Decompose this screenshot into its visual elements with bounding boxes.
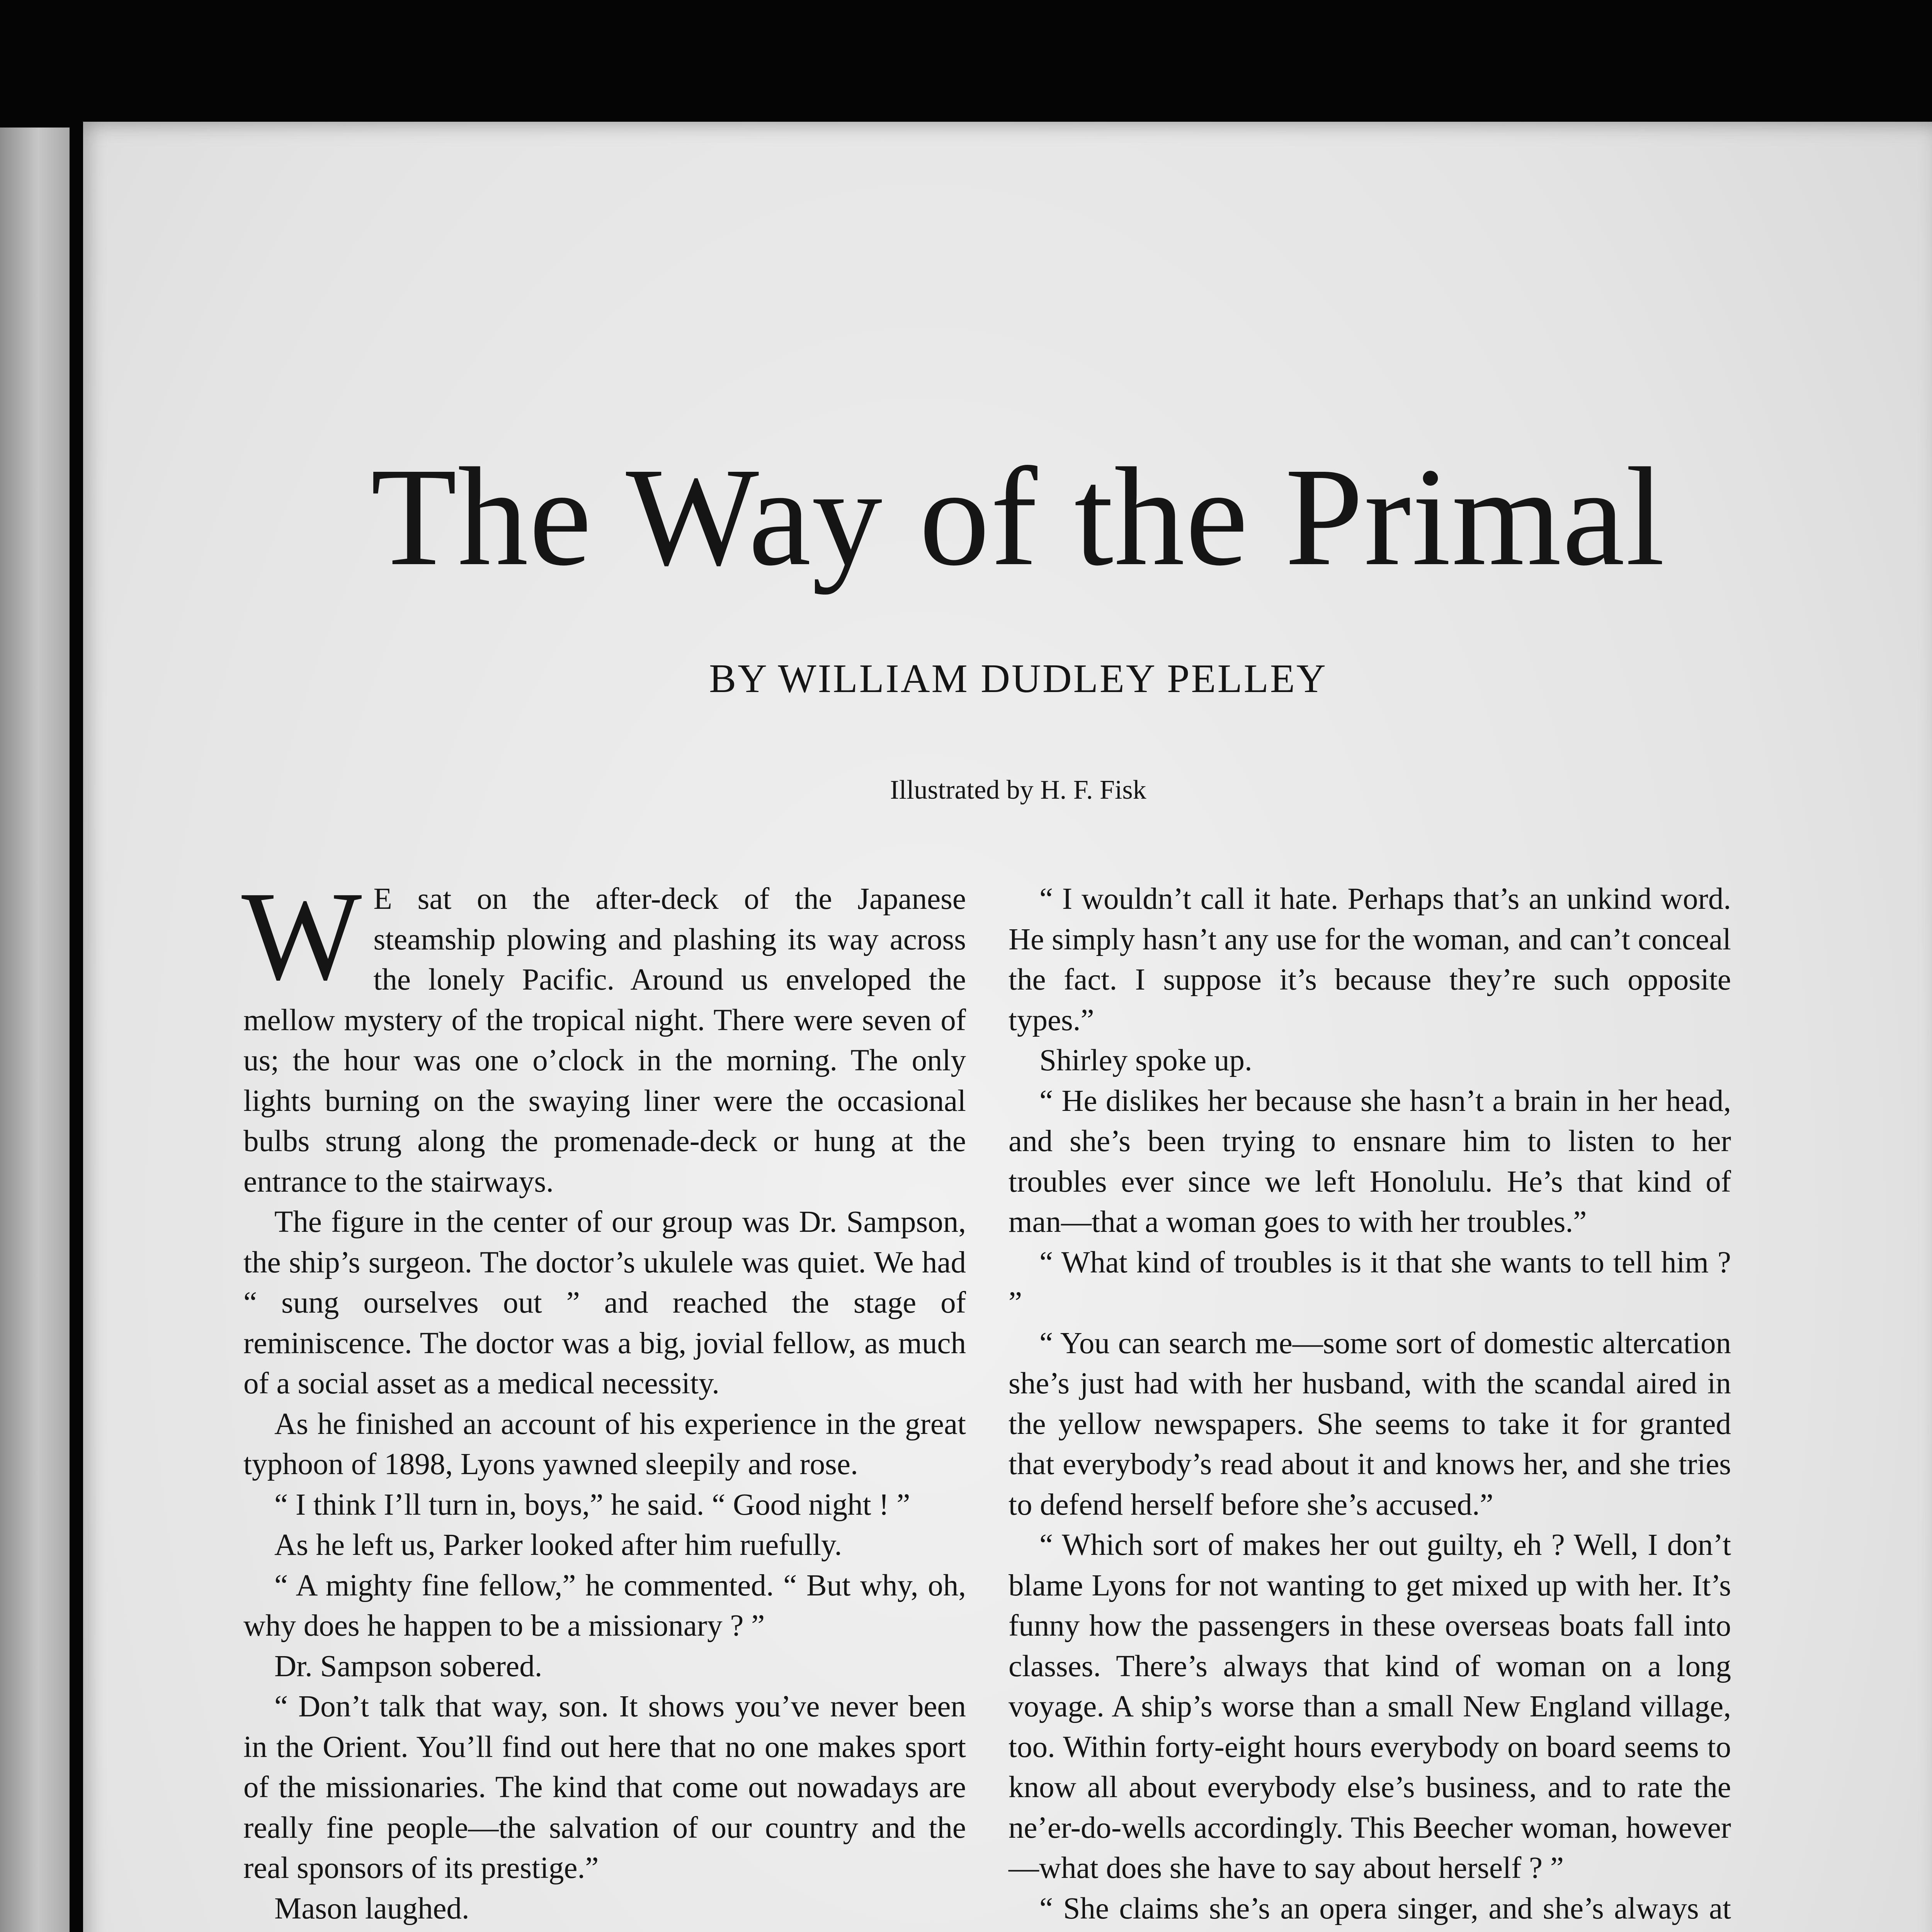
illustrator-credit: Illustrated by H. F. Fisk	[890, 775, 1146, 805]
paragraph: The figure in the center of our group was Dr. Sampson, the ship’s surgeon. The doctor’s ukulele was quiet. We had “ sung ourselves out ” and reached the stage of reminiscence. The doctor was a big, jovial fellow, as much of a social asset as a medical necessity.	[243, 1205, 966, 1400]
paragraph	[243, 1929, 966, 1932]
paragraph: As he finished an account of his experience in the great typhoon of 1898, Lyons yawned sleepily and rose.	[243, 1407, 966, 1481]
story-title: The Way of the Primal	[371, 439, 1666, 595]
byline: BY WILLIAM DUDLEY PELLEY	[709, 656, 1327, 701]
paragraph: “ Don’t talk that way, son. It shows you’ve never been in the Orient. You’ll find out here that no one makes sport of the missionaries. The kind that come out nowadays are really fine people—the salvation of our country and the real sponsors of its prestige.”	[243, 1690, 966, 1885]
left-text-column	[242, 866, 966, 1932]
paragraph: “ She claims she’s an opera singer, and she’s always at	[1039, 1891, 1731, 1925]
adjacent-page-edge	[0, 128, 70, 1932]
paragraph: W E sat on the after-deck of the Japanese steamship plowing and plashing its way across the lonely Pacific. Around us enveloped the mellow mystery of the tropical night. There were seven of us; the hour was one o’clock in the morning. The only lights burning on the swaying liner were the occasional bulbs strung along the promenade-deck or hung at the entrance to the stairways.	[242, 866, 966, 1199]
paragraph: As he left us, Parker looked after him ruefully.	[274, 1528, 842, 1562]
paragraph: “ I think I’ll turn in, boys,” he said. “ Good night ! ”	[274, 1488, 910, 1522]
paragraph: Dr. Sampson sobered.	[274, 1649, 543, 1683]
drop-cap: W	[242, 866, 362, 1007]
paragraph: “ He dislikes her because she hasn’t a brain in her head, and she’s been trying to ensnare him to listen to her troubles ever since we left Honolulu. He’s that kind of man—that a woman goes to with her troubles.”	[1009, 1084, 1731, 1239]
magazine-page	[83, 122, 1932, 1932]
paragraph: “ Which sort of makes her out guilty, eh ? Well, I don’t blame Lyons for not wanting to get mixed up with her. It’s funny how the passengers in these overseas boats fall into classes. There’s always that kind of woman on a long voyage. A ship’s worse than a small New England village, too. Within forty-eight hours everybody on board seems to know all about everybody else’s business, and to rate the ne’er-do-wells accordingly. This Beecher woman, however—what does she have to say about herself ? ”	[1009, 1528, 1731, 1885]
paragraph: “ You can search me—some sort of domestic altercation she’s just had with her husband, with the scandal aired in the yellow newspapers. She seems to take it for granted that everybody’s read about it and knows her, and she tries to defend herself before she’s accused.”	[1009, 1326, 1731, 1522]
paragraph: “ A mighty fine fellow,” he commented. “ But why, oh, why does he happen to be a missionary ? ”	[243, 1568, 966, 1643]
paragraph: Mason laughed.	[274, 1891, 469, 1925]
paragraph: “ What kind of troubles is it that she wants to tell him ? ”	[1009, 1245, 1731, 1320]
paragraph: Shirley spoke up.	[1039, 1044, 1252, 1077]
paragraph: “ I wouldn’t call it hate. Perhaps that’s an unkind word. He simply hasn’t any use for the woman, and can’t conceal the fact. I suppose it’s because they’re such opposite types.”	[1009, 882, 1731, 1037]
right-text-column	[1009, 879, 1731, 1932]
